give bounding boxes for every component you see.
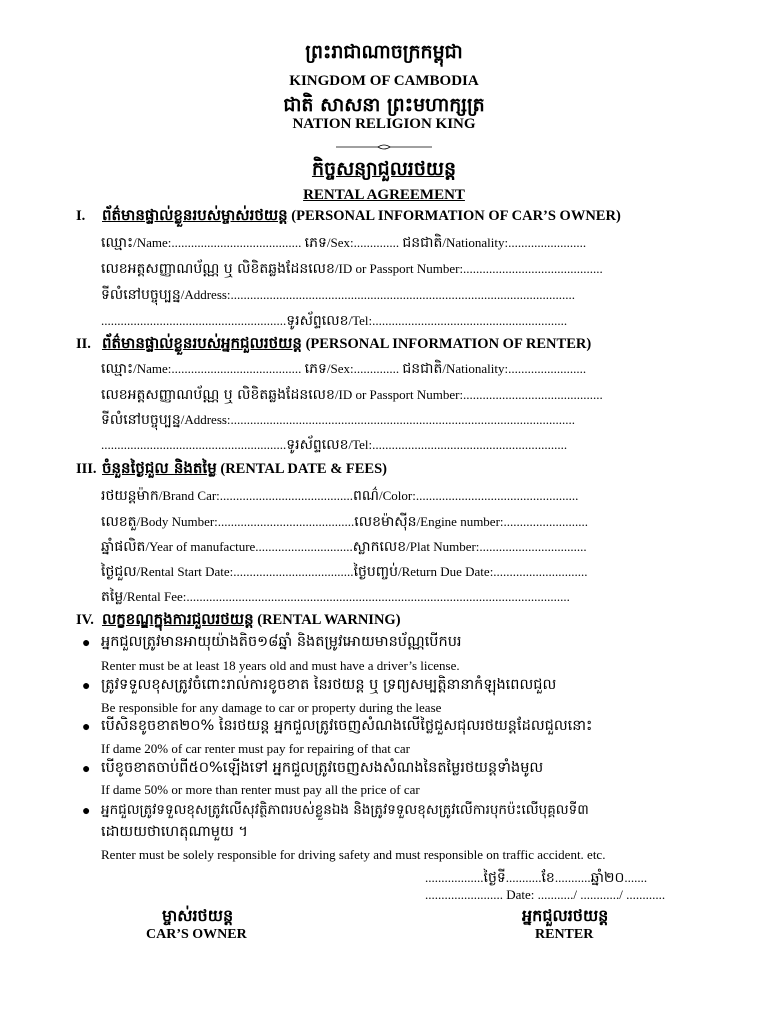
label-kh: ឈ្មោះ (101, 361, 134, 377)
nationality-field[interactable]: /Nationality:........................ (442, 235, 587, 250)
label-kh: ទីលំនៅបច្ចុប្បន្ន (101, 287, 181, 303)
bullet-icon: ● (82, 720, 91, 735)
section-title-en: (PERSONAL INFORMATION OF RENTER) (305, 336, 592, 352)
rental-fee-field[interactable]: /Rental Fee:...................................................................................................................... (123, 589, 570, 604)
start-date-field[interactable]: /Rental Start Date:..................................... (136, 564, 354, 579)
renter-tel-row[interactable] (101, 435, 567, 456)
bullet-icon: ● (82, 804, 91, 819)
name-field[interactable]: /Name:........................................ (133, 361, 305, 376)
warning-5-en: Renter must be solely responsible for driving safety and must responsible on traffic accident. etc. (101, 847, 606, 862)
tel-field[interactable]: /Tel:............................................................ (348, 437, 568, 452)
label-kh: លេខតួ (101, 514, 137, 530)
owner-address-row[interactable] (101, 285, 575, 306)
section-number: I. (76, 208, 86, 224)
warning-1-en: Renter must be at least 18 years old and must have a driver’s license. (101, 658, 460, 673)
section-title-en: (RENTAL WARNING) (257, 612, 401, 628)
label-kh: តម្លៃ (101, 589, 124, 605)
id-passport-field[interactable]: /ID or Passport Number:........................................... (334, 261, 603, 276)
agreement-title-kh: កិច្ចសន្យាជួលរថយន្ត (311, 158, 457, 180)
owner-name-row[interactable] (101, 233, 586, 254)
body-number-field[interactable]: /Body Number:.......................................... (136, 514, 355, 529)
renter-id-row[interactable] (101, 385, 603, 406)
body-engine-row[interactable] (101, 512, 588, 533)
date-dots[interactable]: .................. (425, 870, 484, 885)
section-title-kh: ព័ត៌មានផ្ទាល់ខ្លួនរបស់ម្ចាស់រថយន្ត (102, 206, 288, 224)
label-kh: ឆ្នាំផលិត (101, 539, 146, 555)
label-kh: លេខអត្តសញ្ញាណប័ណ្ណ ឬ លិខិតឆ្លងដែនលេខ (101, 261, 335, 277)
section-number: IV. (76, 612, 94, 628)
section-3-heading (76, 459, 387, 481)
renter-name-row[interactable] (101, 359, 586, 380)
agreement-title-en: RENTAL AGREEMENT (303, 187, 465, 203)
id-passport-field[interactable]: /ID or Passport Number:........................................... (334, 387, 603, 402)
engine-number-field[interactable]: /Engine number:.......................... (416, 514, 589, 529)
owner-signature-label-kh: ម្ចាស់រថយន្ត (162, 906, 234, 925)
label-kh: លេខម៉ាស៊ីន (354, 514, 417, 530)
sex-field[interactable]: /Sex:.............. (326, 235, 403, 250)
label-kh: ស្លាកលេខ (352, 539, 407, 555)
day-label-kh: ថ្ងៃទី (483, 870, 506, 886)
fee-row[interactable] (101, 587, 570, 608)
brand-color-row[interactable] (101, 486, 578, 507)
kingdom-title-kh: ព្រះរាជាណាចក្រកម្ពុជា (305, 41, 463, 63)
section-4-heading (76, 610, 401, 632)
year-label-kh: ឆ្នាំ២០ (590, 870, 625, 886)
label-kh: ថ្ងៃជួល (101, 564, 137, 580)
label-kh: ភេទ (304, 235, 327, 251)
tel-field[interactable]: /Tel:............................................................ (348, 313, 568, 328)
year-plate-row[interactable] (101, 537, 587, 558)
bullet-icon: ● (82, 636, 91, 651)
address-field[interactable]: /Address:.......................................................................................................... (180, 412, 576, 427)
owner-id-row[interactable] (101, 259, 603, 280)
label-kh: ទូរស័ព្ទលេខ (286, 313, 349, 329)
kingdom-title-en: KINGDOM OF CAMBODIA (289, 73, 479, 89)
brand-field[interactable]: /Brand Car:......................................... (158, 488, 354, 503)
renter-signature-label-kh: អ្នកជួលរថយន្ត (522, 906, 609, 925)
return-date-field[interactable]: /Return Due Date:............................. (398, 564, 588, 579)
section-number: III. (76, 461, 97, 477)
section-title-en: (PERSONAL INFORMATION OF CAR’S OWNER) (291, 208, 621, 224)
warning-4-en: If dame 50% or more than renter must pay all the price of car (101, 782, 420, 797)
address-continued-field[interactable]: ......................................................... (101, 437, 287, 452)
bullet-icon: ● (82, 679, 91, 694)
section-2-heading (76, 334, 591, 356)
date-line-kh[interactable] (425, 868, 647, 889)
label-kh: ថ្ងៃបញ្ចប់ (353, 564, 398, 580)
warning-2-en: Be responsible for any damage to car or property during the lease (101, 700, 442, 715)
nationality-field[interactable]: /Nationality:........................ (442, 361, 587, 376)
year-field[interactable]: ....... (624, 870, 648, 885)
label-kh: ពណ៌ (353, 488, 380, 504)
owner-tel-row[interactable] (101, 311, 567, 332)
motto-en: NATION RELIGION KING (292, 116, 476, 132)
color-field[interactable]: /Color:.................................................. (379, 488, 579, 503)
dates-row[interactable] (101, 562, 588, 583)
label-kh: ជនជាតិ (402, 235, 443, 251)
label-kh: ឈ្មោះ (101, 235, 134, 251)
warning-3-en: If dame 20% of car renter must pay for repairing of that car (101, 741, 410, 756)
warning-3-kh: បើសិនខូចខាត២០% នៃរថយន្ត អ្នកជួលត្រូវចេញសំណងលើថ្លៃជួសជុលរថយន្តដែលជួលនោះ (101, 718, 593, 734)
address-field[interactable]: /Address:.......................................................................................................... (180, 287, 576, 302)
year-field[interactable]: /Year of manufacture.............................. (145, 539, 353, 554)
sex-field[interactable]: /Sex:.............. (326, 361, 403, 376)
section-title-en: (RENTAL DATE & FEES) (220, 461, 387, 477)
warning-5-kh: អ្នកជួលត្រូវទទួលខុសត្រូវលើសុវត្ថិភាពរបស់ខ្លួនឯង និងត្រូវទទួលខុសត្រូវលើការបុកប៉ះលើបុគ្គលទី៣ (101, 802, 589, 818)
section-title-kh: ព័ត៌មានផ្ទាល់ខ្លួនរបស់អ្នកជួលរថយន្ត (102, 334, 302, 352)
label-kh: ទូរស័ព្ទលេខ (286, 437, 349, 453)
owner-signature-label-en: CAR’S OWNER (146, 927, 247, 942)
renter-signature-label-en: RENTER (535, 927, 594, 942)
label-kh: ទីលំនៅបច្ចុប្បន្ន (101, 412, 181, 428)
section-title-kh: លក្ខខណ្ឌក្នុងការជួលរថយន្ត (102, 610, 254, 628)
warning-2-kh: ត្រូវទទួលខុសត្រូវចំពោះរាល់ការខូចខាត នៃរថយន្ត ឬ ទ្រព្យសម្បត្តិនានាកំឡុងពេលជួល (101, 677, 557, 693)
name-field[interactable]: /Name:........................................ (133, 235, 305, 250)
label-kh: ជនជាតិ (402, 361, 443, 377)
day-field[interactable]: ........... (505, 870, 542, 885)
section-title-kh: ចំនួនថ្ងៃជួល និងតម្លៃ (102, 459, 217, 477)
label-kh: លេខអត្តសញ្ញាណប័ណ្ណ ឬ លិខិតឆ្លងដែនលេខ (101, 387, 335, 403)
plate-number-field[interactable]: /Plat Number:................................. (406, 539, 587, 554)
date-line-en[interactable]: ........................ Date: .........../ ............/ ............ (425, 887, 666, 902)
month-label-kh: ខែ (541, 870, 555, 886)
section-1-heading (76, 206, 621, 228)
warning-4-kh: បើខូចខាតចាប់ពី៥០%ឡើងទៅ អ្នកជួលត្រូវចេញសងសំណងនៃតម្លៃរថយន្តទាំងមូល (101, 760, 544, 776)
motto-kh: ជាតិ សាសនា ព្រះមហាក្សត្រ (283, 94, 485, 116)
month-field[interactable]: ........... (554, 870, 591, 885)
ornament-divider (334, 143, 434, 151)
renter-address-row[interactable] (101, 410, 575, 431)
label-kh: រថយន្តម៉ាក (101, 488, 159, 504)
bullet-icon: ● (82, 762, 91, 777)
warning-1-kh: អ្នកជួលត្រូវមានអាយុយ៉ាងតិច១៨ឆ្នាំ និងតម្រូវអោយមានប័ណ្ណបើកបរ (101, 634, 462, 650)
label-kh: ភេទ (304, 361, 327, 377)
section-number: II. (76, 336, 91, 352)
warning-5-kh-continued: ដោយយថាហេតុណាមួយ ។ (101, 824, 248, 840)
address-continued-field[interactable]: ......................................................... (101, 313, 287, 328)
